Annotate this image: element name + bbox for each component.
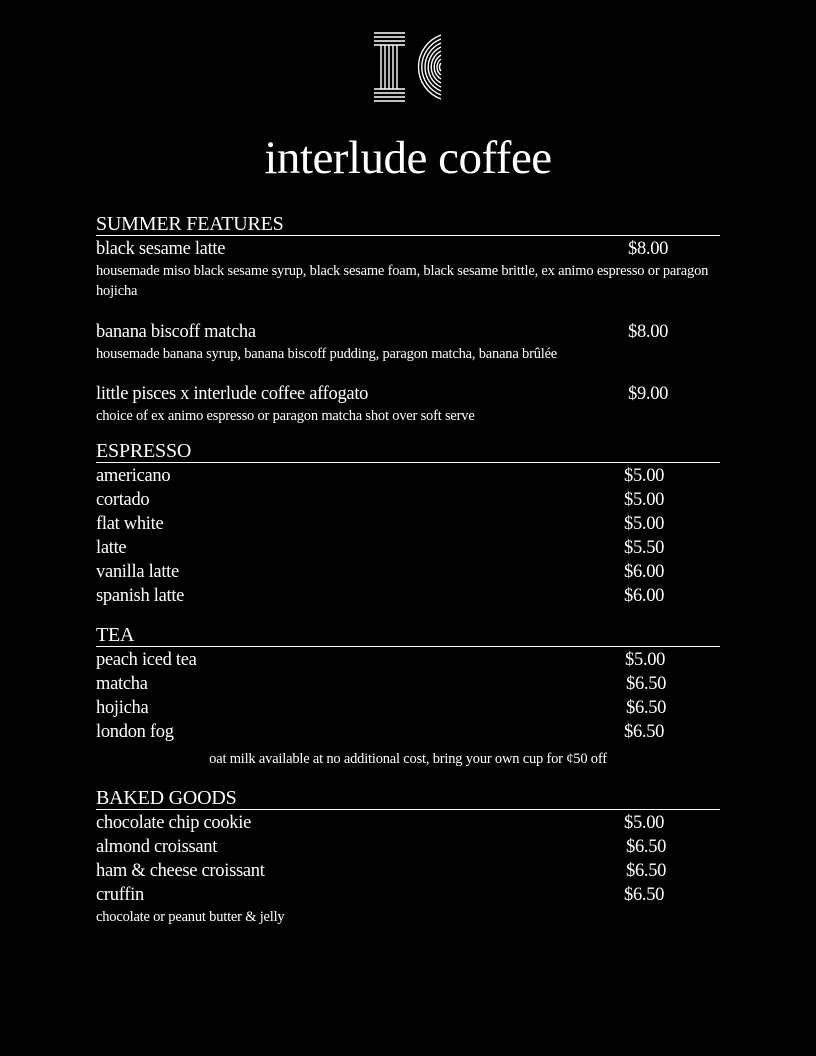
menu-item — [96, 720, 720, 744]
item-price: $6.50 — [624, 885, 665, 905]
section-summer-features — [96, 213, 720, 426]
item-name: hojicha — [96, 698, 149, 718]
menu-item — [96, 648, 720, 672]
item-name: spanish latte — [96, 586, 185, 606]
item-name: matcha — [96, 674, 148, 694]
item-name: cruffin — [96, 885, 144, 905]
item-price: $8.00 — [628, 239, 669, 259]
item-price: $6.00 — [624, 586, 665, 606]
section-heading: BAKED GOODS — [96, 787, 720, 810]
item-name: cortado — [96, 490, 150, 510]
section-heading: TEA — [96, 624, 720, 647]
item-name: ham & cheese croissant — [96, 861, 265, 881]
menu-item — [96, 464, 720, 488]
item-price: $5.00 — [624, 490, 665, 510]
item-name: latte — [96, 538, 127, 558]
item-name: banana biscoff matcha — [96, 322, 256, 342]
page-title: interlude coffee — [264, 132, 552, 184]
item-name: london fog — [96, 722, 174, 742]
menu-item — [96, 320, 720, 344]
item-name: peach iced tea — [96, 650, 197, 670]
item-price: $8.00 — [628, 322, 669, 342]
item-name: black sesame latte — [96, 239, 226, 259]
section-baked-goods — [96, 787, 720, 927]
menu-item — [96, 584, 720, 608]
section-espresso — [96, 440, 720, 608]
item-price: $5.00 — [624, 466, 665, 486]
menu-item — [96, 536, 720, 560]
menu-item — [96, 859, 720, 883]
menu-item — [96, 488, 720, 512]
section-heading: ESPRESSO — [96, 440, 720, 463]
item-price: $5.00 — [624, 813, 665, 833]
item-price: $6.50 — [626, 837, 667, 857]
item-description: choice of ex animo espresso or paragon matcha shot over soft serve — [96, 408, 475, 424]
item-price: $5.00 — [625, 650, 666, 670]
interlude-logo-icon — [373, 31, 443, 103]
item-description: chocolate or peanut butter & jelly — [96, 909, 285, 925]
item-price: $6.50 — [626, 861, 667, 881]
item-price: $9.00 — [628, 384, 669, 404]
menu-item — [96, 512, 720, 536]
item-name: vanilla latte — [96, 562, 179, 582]
menu-item — [96, 237, 720, 261]
menu-item — [96, 382, 720, 406]
menu-item — [96, 560, 720, 584]
section-heading: SUMMER FEATURES — [96, 213, 720, 236]
footnote: oat milk available at no additional cost, bring your own cup for ¢50 off — [209, 751, 607, 767]
item-price: $6.50 — [626, 674, 667, 694]
item-description: housemade banana syrup, banana biscoff pudding, paragon matcha, banana brûlée — [96, 346, 558, 362]
menu-item — [96, 811, 720, 835]
item-name: almond croissant — [96, 837, 218, 857]
menu-item — [96, 696, 720, 720]
item-price: $5.50 — [624, 538, 665, 558]
item-price: $6.00 — [624, 562, 665, 582]
section-tea — [96, 624, 720, 744]
menu-item — [96, 883, 720, 907]
item-name: little pisces x interlude coffee affogato — [96, 384, 369, 404]
item-price: $6.50 — [624, 722, 665, 742]
item-name: americano — [96, 466, 171, 486]
item-price: $5.00 — [624, 514, 665, 534]
item-name: chocolate chip cookie — [96, 813, 251, 833]
item-description: housemade miso black sesame syrup, black sesame foam, black sesame brittle, ex animo espresso or paragon hojicha — [96, 263, 709, 299]
menu-item — [96, 835, 720, 859]
menu-item — [96, 672, 720, 696]
item-name: flat white — [96, 514, 164, 534]
item-price: $6.50 — [626, 698, 667, 718]
